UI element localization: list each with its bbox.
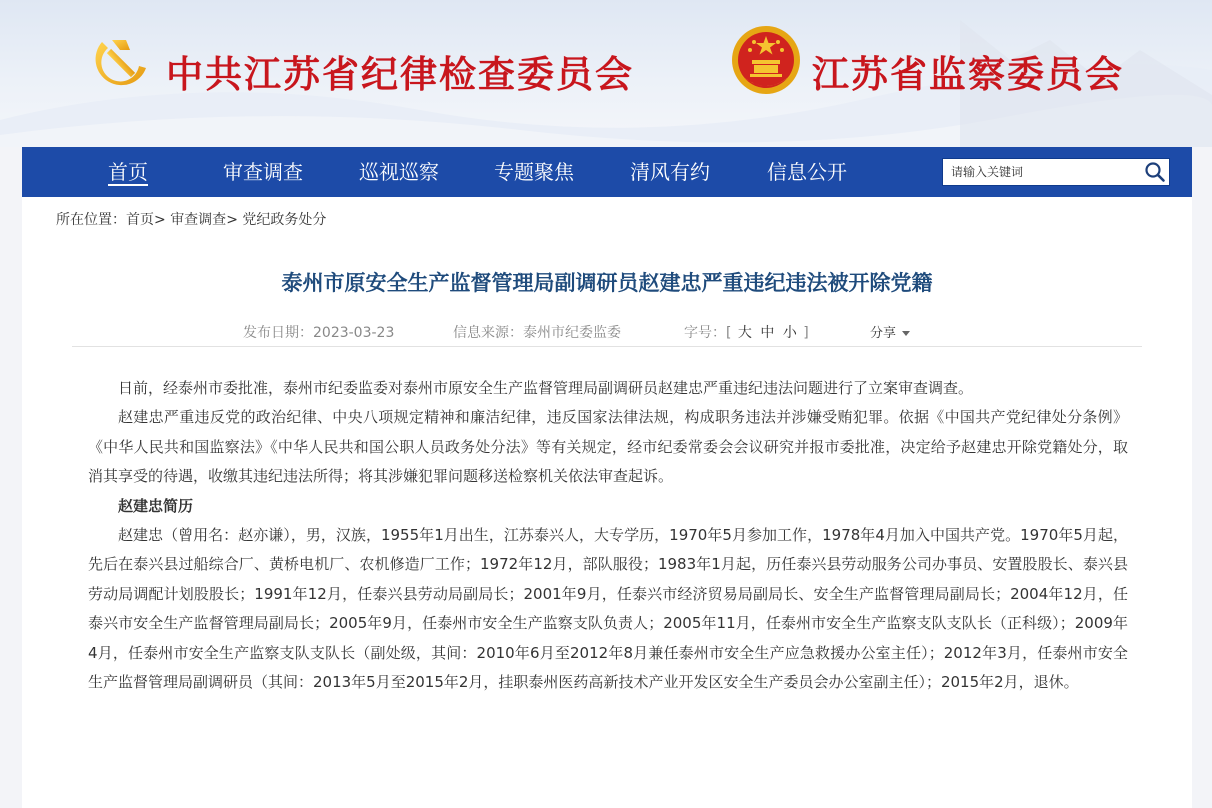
content-panel: [22, 197, 1192, 808]
nav-item-info-disclosure[interactable]: 信息公开: [767, 160, 847, 184]
party-emblem-icon: [86, 28, 156, 98]
main-nav: [22, 147, 1192, 197]
breadcrumb-home[interactable]: 首页: [126, 212, 154, 228]
font-size-medium-button[interactable]: 中: [760, 325, 775, 341]
site-header: [0, 0, 1212, 147]
info-source: 信息来源：泰州市纪委监委: [453, 325, 621, 341]
article-title: 泰州市原安全生产监督管理局副调研员赵建忠严重违纪违法被开除党籍: [281, 271, 933, 295]
bracket-open: [: [726, 325, 736, 341]
publish-date: 发布日期：2023-03-23: [243, 325, 395, 341]
divider: [72, 346, 1142, 347]
caret-down-icon: [902, 331, 910, 336]
font-size-control: [684, 322, 809, 342]
search-icon[interactable]: [1144, 161, 1166, 183]
nav-item-clean-wind[interactable]: 清风有约: [630, 160, 710, 184]
search-input[interactable]: [943, 159, 1139, 185]
breadcrumb-separator: >: [226, 212, 238, 228]
breadcrumb-separator: >: [154, 212, 166, 228]
paragraph-intro: 日前，经泰州市委批准，泰州市纪委监委对泰州市原安全生产监督管理局副调研员赵建忠严重违纪违法问题进行了立案审查调查。: [118, 379, 974, 397]
bracket-close: ]: [798, 325, 809, 341]
breadcrumb: [56, 209, 326, 229]
paragraph-resume: 赵建忠（曾用名：赵亦谦），男，汉族，1955年1月出生，江苏泰兴人，大专学历，1970年5月参加工作，1978年4月加入中国共产党。1970年5月起，先后在泰兴县过船综合厂、黄桥电机厂、农机修造厂工作；1972年12月，部队服役；1983年1月起，历任泰兴县劳动服务公司办事员、安置股股长、泰兴县劳动局调配计划股股长；1991年12月，任泰兴县劳动局副局长；2001年9月，任泰兴市经济贸易局副局长、安全生产监督管理局副局长；2004年12月，任泰兴市安全生产监督管理局副局长；2005年9月，任泰州市安全生产监察支队负责人；2005年11月，任泰州市安全生产监察支队支队长（正科级）；2009年4月，任泰州市安全生产监察支队支队长（副处级，其间：2010年6月至2012年8月兼任泰州市安全生产应急救援办公室主任）；2012年3月，任泰州市安全生产监督管理局副调研员（其间：2013年5月至2015年2月，挂职泰州医药高新技术产业开发区安全生产委员会办公室副主任）；2015年2月，退休。: [88, 526, 1128, 692]
font-size-label: 字号：: [684, 325, 726, 341]
font-size-large-button[interactable]: 大: [737, 325, 752, 341]
breadcrumb-discipline[interactable]: 党纪政务处分: [242, 212, 327, 228]
breadcrumb-prefix: 所在位置：: [56, 212, 126, 228]
article-body: [88, 374, 1128, 697]
org-name-left: 中共江苏省纪律检查委员会: [166, 52, 634, 96]
nav-item-investigation[interactable]: 审查调查: [223, 160, 303, 184]
share-label: 分享: [870, 326, 897, 341]
national-emblem-icon: [728, 22, 804, 98]
share-button[interactable]: [870, 322, 910, 341]
resume-heading: 赵建忠简历: [118, 496, 194, 515]
paragraph-decision: 赵建忠严重违反党的政治纪律、中央八项规定精神和廉洁纪律，违反国家法律法规，构成职务违法并涉嫌受贿犯罪。依据《中国共产党纪律处分条例》《中华人民共和国监察法》《中华人民共和国公职人员政务处分法》等有关规定，经市纪委常委会会议研究并报市委批准，决定给予赵建忠开除党籍处分，取消其享受的待遇，收缴其违纪违法所得；将其涉嫌犯罪问题移送检察机关依法审查起诉。: [88, 408, 1128, 486]
breadcrumb-investigation[interactable]: 审查调查: [170, 212, 227, 228]
nav-item-inspection[interactable]: 巡视巡察: [359, 160, 439, 184]
search-box: [942, 158, 1170, 186]
org-name-right: 江苏省监察委员会: [812, 52, 1124, 96]
nav-item-topics[interactable]: 专题聚焦: [494, 160, 574, 184]
nav-item-home[interactable]: 首页: [108, 160, 148, 184]
font-size-small-button[interactable]: 小: [782, 325, 797, 341]
